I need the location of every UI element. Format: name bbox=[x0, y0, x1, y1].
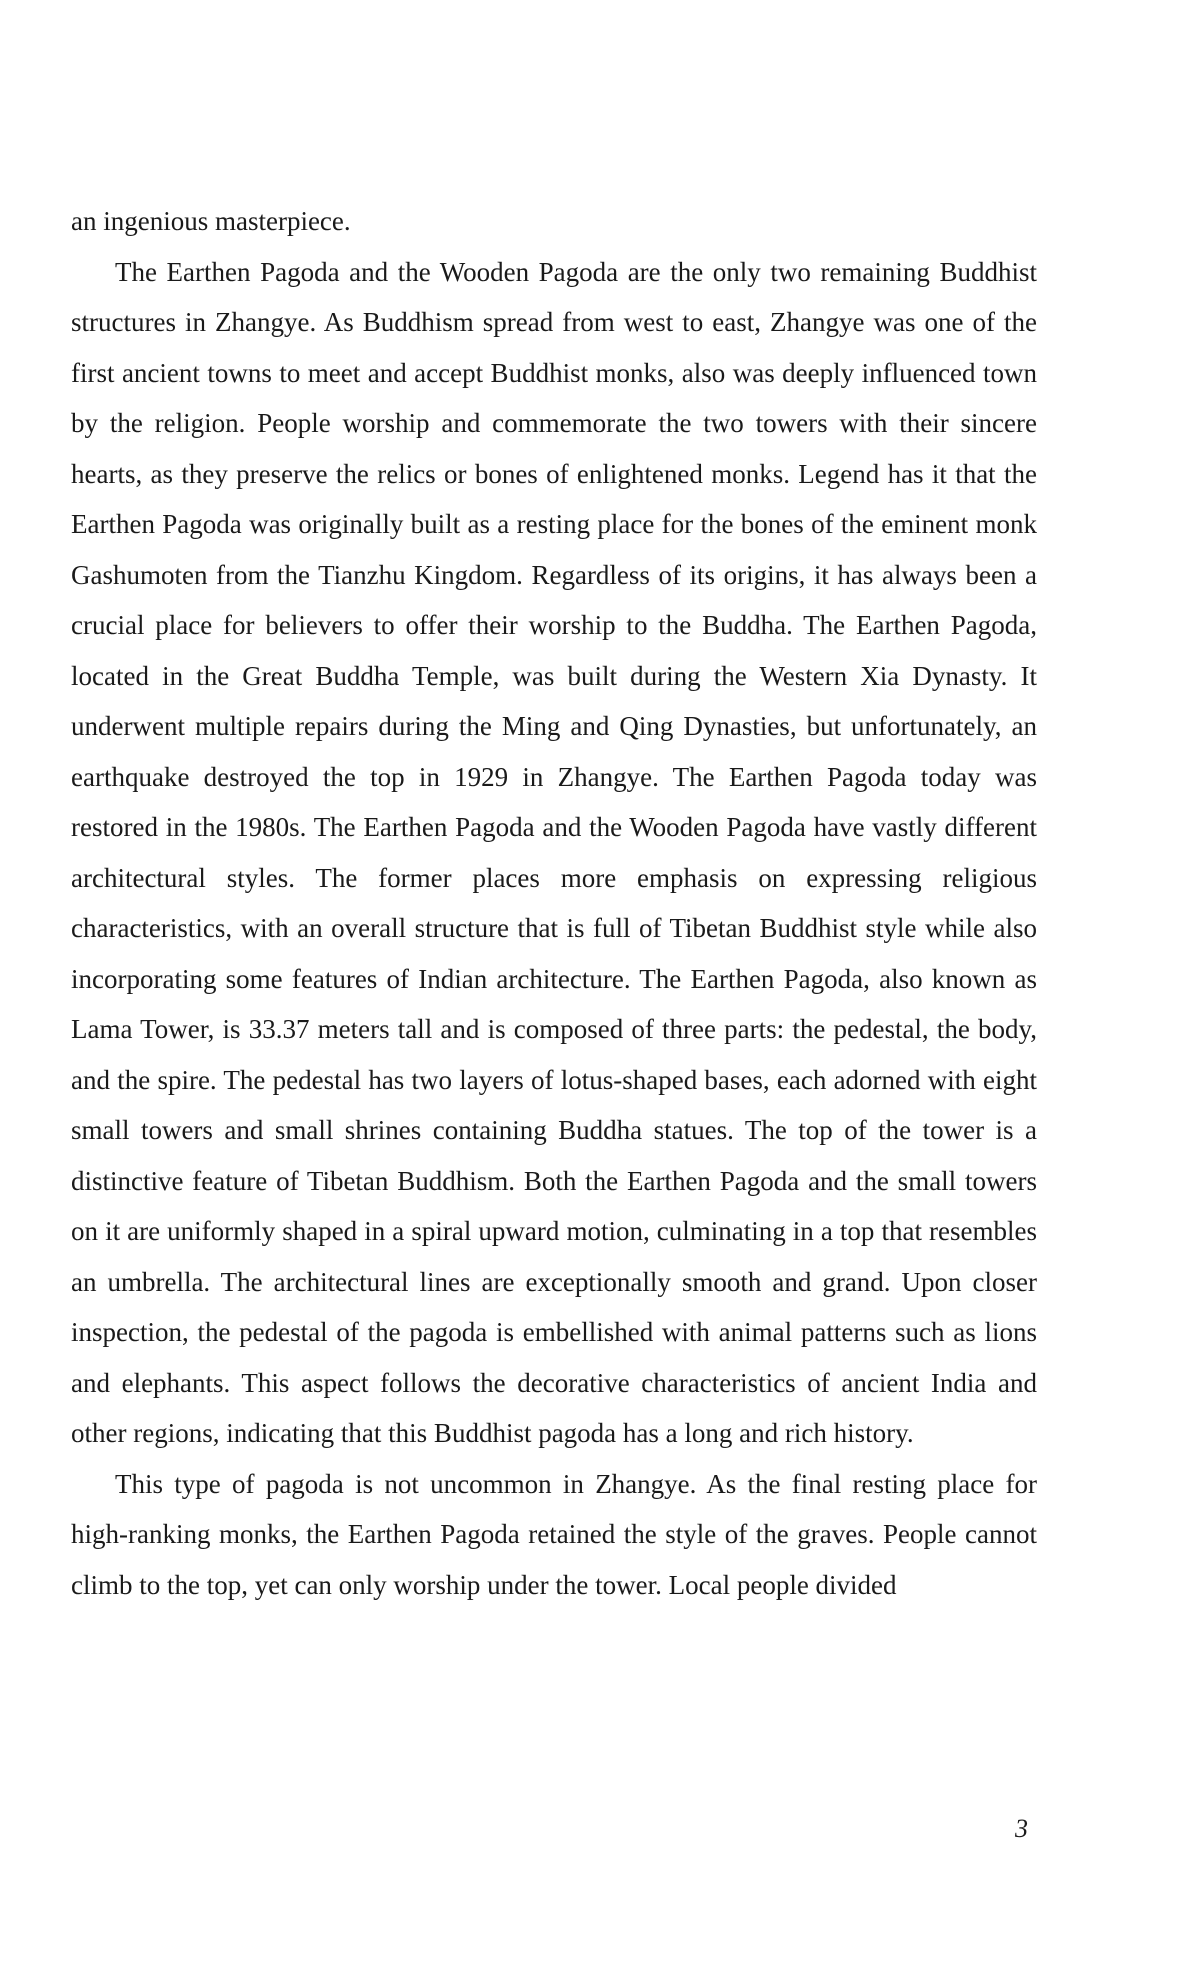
paragraph-pagoda-type: This type of pagoda is not uncommon in Zhangye. As the final resting place for high-ranking monks, the Earthen Pagoda retained the style of the graves. People cannot climb to the top, yet can only worship under the tower. Local people divided bbox=[71, 1468, 1037, 1600]
page-number: 3 bbox=[1015, 1814, 1028, 1843]
paragraph-pagodas: The Earthen Pagoda and the Wooden Pagoda are the only two remaining Buddhist structures in Zhangye. As Buddhism spread from west to east, Zhangye was one of the first ancient towns to meet and accept Buddhist monks, also was deeply influenced town by the religion. People worship and commemorate the two towers with their sincere hearts, as they preserve the relics or bones of enlightened monks. Legend has it that the Earthen Pagoda was originally built as a resting place for the bones of the eminent monk Gashumoten from the Tianzhu Kingdom. Regardless of its origins, it has always been a crucial place for believers to offer their worship to the Buddha. The Earthen Pagoda, located in the Great Buddha Temple, was built during the Western Xia Dynasty. It underwent multiple repairs during the Ming and Qing Dynasties, but unfortunately, an earthquake destroyed the top in 1929 in Zhangye. The Earthen Pagoda today was restored in the 1980s. The Earthen Pagoda and the Wooden Pagoda have vastly different architectural styles. The former places more emphasis on expressing religious characteristics, with an overall structure that is full of Tibetan Buddhist style while also incorporating some features of Indian architecture. The Earthen Pagoda, also known as Lama Tower, is 33.37 meters tall and is composed of three parts: the pedestal, the body, and the spire. The pedestal has two layers of lotus-shaped bases, each adorned with eight small towers and small shrines containing Buddha statues. The top of the tower is a distinctive feature of Tibetan Buddhism. Both the Earthen Pagoda and the small towers on it are uniformly shaped in a spiral upward motion, culminating in a top that resembles an umbrella. The architectural lines are exceptionally smooth and grand. Upon closer inspection, the pedestal of the pagoda is embellished with animal patterns such as lions and elephants. This aspect follows the decorative characteristics of ancient India and other regions, indicating that this Buddhist pagoda has a long and rich history. bbox=[71, 256, 1037, 1448]
paragraph-continuation: an ingenious masterpiece. bbox=[71, 206, 351, 236]
body-text bbox=[71, 196, 1037, 1610]
